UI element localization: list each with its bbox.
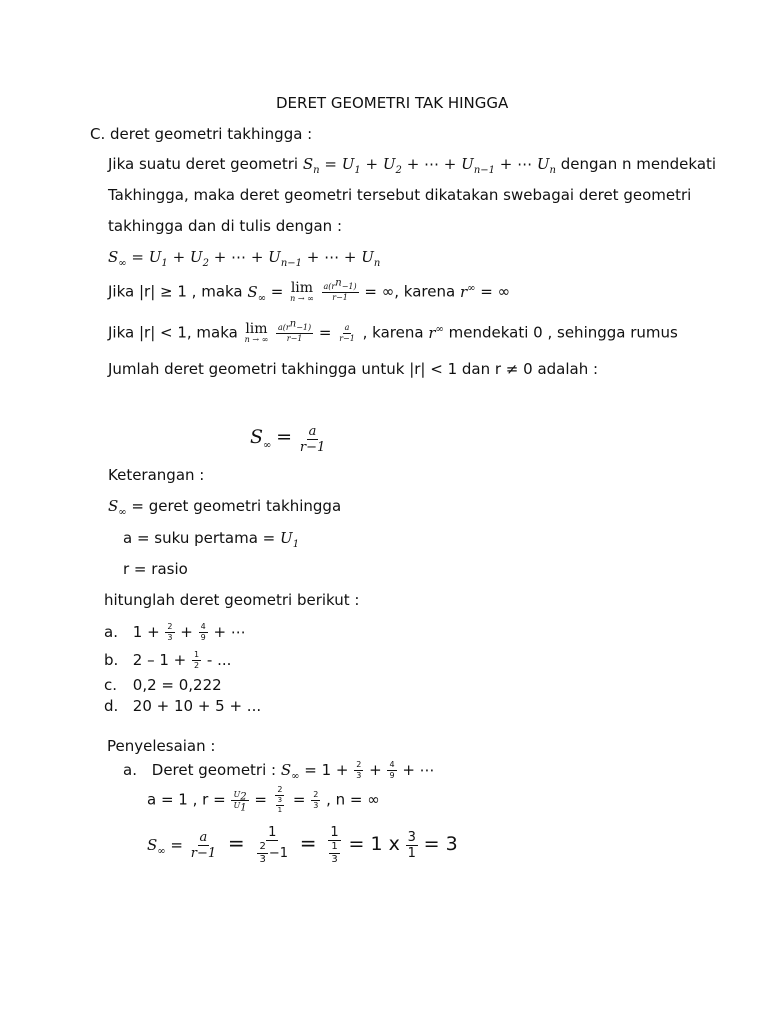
exercise-a-label: a. [104, 623, 118, 641]
solution-final-result: = 3 [423, 833, 458, 855]
fraction-4-9: $\frac{4}{9}$ [200, 622, 206, 642]
exercise-a: a. 1 + $\frac{2}{3}$ + $\frac{4}{9}$ + ⋯ [104, 622, 246, 642]
s-infinity-symbol: $S_\infty$ [147, 836, 166, 857]
sum-sentence: Jumlah deret geometri takhingga untuk |r| < 1 dan r ≠ 0 adalah : [108, 360, 599, 378]
a-over-r-minus-1: $\frac{a}{r-1}$ [339, 322, 355, 343]
page-title: DERET GEOMETRI TAK HINGGA [276, 94, 509, 112]
fraction-2-3-over-1: $\frac{2}{\frac{3}{1}}$ [277, 785, 283, 814]
solution-heading: Penyelesaian : [107, 737, 216, 755]
limit-expression: lim n → ∞ [290, 280, 314, 303]
fraction-2-3: $\frac{2}{3}$ [167, 622, 173, 642]
section-heading: C. deret geometri takhingga : [90, 125, 313, 143]
s-infinity-symbol: $S_\infty$ [280, 761, 300, 782]
keterangan-s-desc: = geret geometri takhingga [131, 497, 342, 515]
fraction-1-over-1-3: $\frac{1}{\frac{1}{3}}$ [330, 825, 339, 865]
exercise-b [104, 650, 231, 670]
fraction-4-9: $\frac{4}{9}$ [389, 760, 395, 780]
intro-line-1-start: Jika suatu deret geometri [108, 155, 299, 173]
s-infinity-symbol: $S_\infty$ [108, 497, 127, 518]
r-infinity-symbol: r∞ [428, 323, 444, 342]
exercise-d-label: d. [104, 697, 119, 715]
solution-ratio: a = 1 , r = $\frac{U_2}{U_1}$ = $\frac{2}{\frac{3}{1}}$ = $\frac{2}{3}$ , n = ∞ [147, 785, 380, 814]
exercise-d [104, 696, 261, 716]
case1-start: Jika |r| ≥ 1 , maka [108, 282, 243, 301]
a-over-r-minus-1: $\frac{a}{r-1}$ [190, 830, 217, 861]
exercise-b-label: b. [104, 651, 119, 669]
exercise-c-label: c. [104, 676, 118, 694]
case-r-ge-1: Jika |r| ≥ 1 , maka $S_\infty$ = lim n → ∞ $\frac{a(r^n-1)}{r-1}$ = ∞, karena r∞ = ∞ [108, 276, 511, 304]
exercise-d-text: 20 + 10 + 5 + ... [132, 697, 262, 715]
case1-tail: = ∞ [480, 282, 511, 301]
solution-ratio-end: , n = ∞ [326, 790, 380, 809]
limit-expression: lim n → ∞ [244, 321, 269, 344]
exercise-b-end: - ... [206, 651, 232, 669]
solution-ratio-start: a = 1 , r = [147, 790, 226, 809]
solution-a-label: a. [123, 761, 137, 779]
intro-line-1-end: dengan n mendekati [560, 155, 717, 173]
fraction-u2-u1: $\frac{U_2}{U_1}$ [233, 789, 247, 814]
fraction-2-3: $\frac{2}{3}$ [356, 760, 362, 780]
fraction-1-over-2-3-minus-1: 1 $\frac{2}{3}$ −1 [259, 825, 288, 865]
limit-fraction: $\frac{a(r^n-1)}{r-1}$ [278, 317, 312, 343]
case1-end: = ∞, karena [364, 282, 456, 301]
solution-final: $S_\infty$ = $\frac{a}{r-1}$ = 1 $\frac{2}{3}$ −1 = $\frac{1}{\frac{1}{3}}$ = 1 x $\frac{3}{1}$ = 3 [147, 825, 458, 865]
solution-final-mult: = 1 x [348, 833, 400, 855]
keterangan-heading: Keterangan : [108, 466, 205, 484]
exercise-c [104, 675, 222, 695]
keterangan-a-desc: a = suku pertama = [123, 529, 276, 547]
case2-mid: , karena [362, 323, 424, 342]
intro-line-3: takhingga dan di tulis dengan : [108, 217, 342, 235]
u1-symbol: $U_1$ [280, 529, 300, 550]
exercise-heading: hitunglah deret geometri berikut : [104, 591, 360, 609]
case2-start: Jika |r| < 1, maka [108, 323, 238, 342]
exercise-c-text: 0,2 = 0,222 [132, 676, 222, 694]
main-formula-fraction: $\frac{a}{r-1}$ [299, 423, 326, 455]
case-r-lt-1: Jika |r| < 1, maka lim n → ∞ $\frac{a(r^n-1)}{r-1}$ = $\frac{a}{r-1}$ , karena r∞ mendekati 0 , sehingga rumus [108, 317, 678, 344]
limit-fraction: $\frac{a(r^n-1)}{r-1}$ [323, 276, 357, 302]
keterangan-r: r = rasio [123, 560, 188, 578]
solution-a: a. Deret geometri : $S_\infty = 1$ + $\frac{2}{3}$ + $\frac{4}{9}$ + ⋯ [123, 760, 435, 782]
keterangan-s [108, 496, 341, 516]
keterangan-a [123, 528, 299, 548]
solution-a-start: Deret geometri : [151, 761, 277, 779]
r-infinity-symbol: r∞ [459, 282, 476, 301]
intro-line-2: Takhingga, maka deret geometri tersebut dikatakan swebagai deret geometri [108, 186, 692, 204]
main-formula: $S_\infty$ = $\frac{a}{r-1}$ [250, 423, 326, 455]
exercise-b-start: 2 – 1 + [132, 651, 187, 669]
case2-end: mendekati 0 , sehingga rumus [448, 323, 678, 342]
fraction-3-1: $\frac{3}{1}$ [407, 830, 416, 861]
intro-line-1 [108, 154, 716, 174]
fraction-1-2: $\frac{1}{2}$ [194, 650, 200, 670]
sn-formula: $S_n = U_1 + U_2$ + ⋯ + $U_{n-1}$ + ⋯ $U_n$ [302, 155, 556, 176]
fraction-2-3: $\frac{2}{3}$ [313, 789, 319, 810]
s-infinity-series: $S_\infty = U_1 + U_2$ + ⋯ + $U_{n-1}$ + ⋯ + $U_n$ [108, 248, 381, 269]
s-infinity-symbol: $S_\infty$ [247, 282, 267, 304]
